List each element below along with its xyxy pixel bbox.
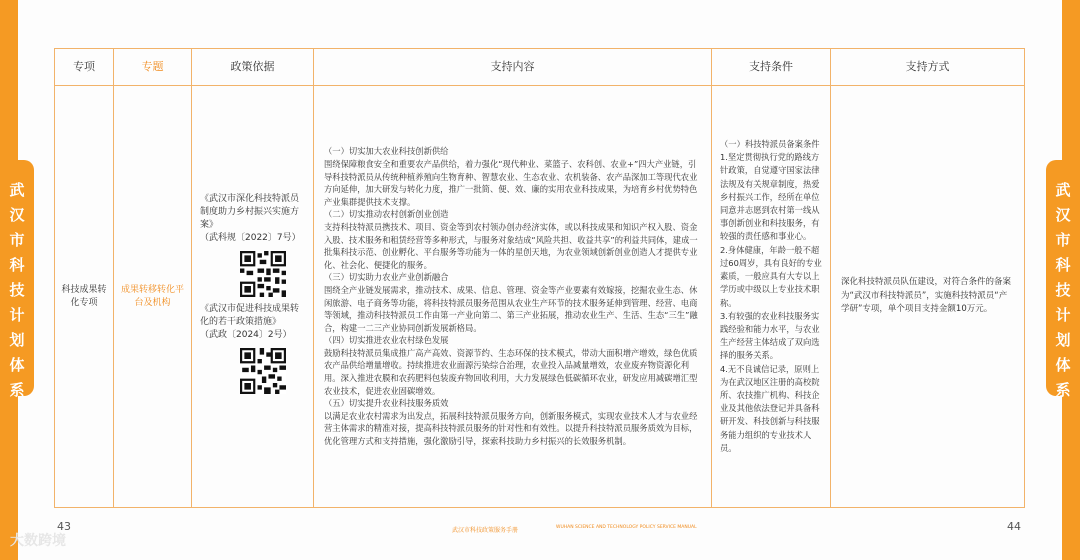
page-number-right: 44 — [1007, 520, 1021, 533]
page-number-left: 43 — [57, 520, 71, 533]
side-tab-right — [1046, 160, 1080, 399]
header-basis: 政策依据 — [192, 49, 314, 86]
table-row — [55, 86, 1025, 508]
condition-heading: （一）科技特派员备案条件 — [720, 139, 820, 150]
content-body-5: 以满足农业农村需求为出发点，拓展科技特派员服务方向，创新服务模式，实现农业技术人才与农业经营主体需求的精准对接，提高科技特派员服务的针对性和有效性。以提升科技特派员服务质效为目标，优化管理方式和支持措施，强化激励引导，探索科技助力乡村振兴的长效服务机制。 — [324, 410, 698, 447]
content-heading-3: （三）切实助力农业产业创新融合 — [324, 272, 449, 283]
header-row — [55, 49, 1025, 86]
content-heading-4: （四）切实推进农业农村绿色发展 — [324, 335, 449, 346]
watermark-text: 大数跨境 — [10, 533, 66, 549]
cell-zhuanxiang: 科技成果转化专项 — [55, 86, 114, 508]
condition-item-4: 4.无不良诚信记录，原则上为在武汉地区注册的高校院所、农技推广机构、科技企业及其他依法登记并具备科研开发、科技创新与科技服务能力组织的专业技术人员。 — [720, 363, 820, 453]
policy-table — [54, 48, 1025, 508]
cell-method: 深化科技特派员队伍建设，对符合条件的备案为“武汉市科技特派员”，实施科技特派员“产学研”专项，单个项目支持金额10万元。 — [831, 86, 1025, 508]
basis-title-1: 《武汉市深化科技特派员制度助力乡村振兴实施方案》 — [200, 194, 300, 230]
header-zhuanxiang: 专项 — [55, 49, 114, 86]
watermark-logo — [10, 530, 66, 550]
qr-code-icon[interactable] — [240, 251, 286, 297]
side-tab-left-text: 武 汉 市 科 技 计 划 体 系 — [9, 181, 25, 399]
content-heading-1: （一）切实加大农业科技创新供给 — [324, 146, 449, 157]
cell-basis — [192, 86, 314, 508]
content-heading-2: （二）切实推动农村创新创业创造 — [324, 209, 449, 220]
content-body-1: 围绕保障粮食安全和重要农产品供给，着力强化“现代种业、菜篮子、农科创、农业+”四大产业链，引导科技特派员从传统种植养殖向生物育种、智慧农业、生态农业、农机装备、农产品深加工等现代农业方向延伸，加大研发与转化力度，推广一批简、便、效、廉的实用农业科技成果，为培育乡村优势特色产业集群提供技术支撑。 — [324, 158, 698, 207]
content-body-2: 支持科技特派员携技术、项目、资金等到农村领办创办经济实体，或以科技成果和知识产权入股、资金入股、技术服务和租赁经营等多种形式，与服务对象结成“风险共担、收益共享”的利益共同体，建成一批集科技示范、创业孵化、平台服务等功能为一体的星创天地，为农业领域创新创业创造人才提供专业化、社会化、便捷化的服务。 — [324, 221, 698, 270]
header-zhuanti: 专题 — [114, 49, 192, 86]
cell-content — [314, 86, 712, 508]
footer-title-cn: 武汉市科技政策服务手册 — [452, 527, 519, 534]
content-body-4: 鼓励科技特派员集成推广高产高效、资源节约、生态环保的技术模式，带动大面积增产增效，绿色优质农产品供给增量增收。持续推进农业面源污染综合治理，农业投入品减量增效，农业废弃物资源化利用。深入推进农膜和农药肥料包装废弃物回收利用，大力发展绿色低碳循环农业，研发应用减碳增汇型农业技术，促进农业固碳增效。 — [324, 347, 698, 396]
side-tab-right-text: 武 汉 市 科 技 计 划 体 系 — [1055, 181, 1071, 399]
header-method: 支持方式 — [831, 49, 1025, 86]
condition-item-1: 1.坚定贯彻执行党的路线方针政策，自觉遵守国家法律法规及有关规章制度，热爱乡村振兴工作，经所在单位同意并志愿到农村第一线从事创新创业和科技服务，有较强的责任感和事业心。 — [720, 152, 820, 242]
header-conditions: 支持条件 — [712, 49, 831, 86]
basis-doc-1: （武科规〔2022〕7号） — [200, 233, 301, 243]
header-content: 支持内容 — [314, 49, 712, 86]
content-body-3: 围绕全产业链发展需求，推动技术、成果、信息、管理、资金等产业要素有效嫁接，挖掘农业生态、休闲旅游、电子商务等功能，将科技特派员服务范围从农业生产环节的技术服务延伸到管理、经营、电商等领域，推动科技特派员工作由第一产业向第二、第三产业拓展，推动农业生产、生活、生态“三生”融合，构建一二三产业协同创新发展新格局。 — [324, 284, 698, 333]
condition-item-3: 3.有较强的农业科技服务实践经验和能力水平，与农业生产经营主体结成了双向选择的服务关系。 — [720, 310, 820, 361]
cell-conditions — [712, 86, 831, 508]
content-heading-5: （五）切实提升农业科技服务质效 — [324, 398, 449, 409]
condition-item-2: 2.身体健康，年龄一般不超过60周岁，具有良好的专业素质，一般应具有大专以上学历或中级以上专业技术职称。 — [720, 244, 822, 308]
cell-zhuanti: 成果转移转化平台及机构 — [114, 86, 192, 508]
basis-doc-2: （武政〔2024〕2号） — [200, 330, 292, 340]
qr-code-icon[interactable] — [240, 348, 286, 394]
side-tab-left — [0, 160, 34, 399]
footer-title-en: WUHAN SCIENCE AND TECHNOLOGY POLICY SERVICE MANUAL — [556, 525, 697, 530]
basis-title-2: 《武汉市促进科技成果转化的若干政策措施》 — [200, 304, 300, 327]
